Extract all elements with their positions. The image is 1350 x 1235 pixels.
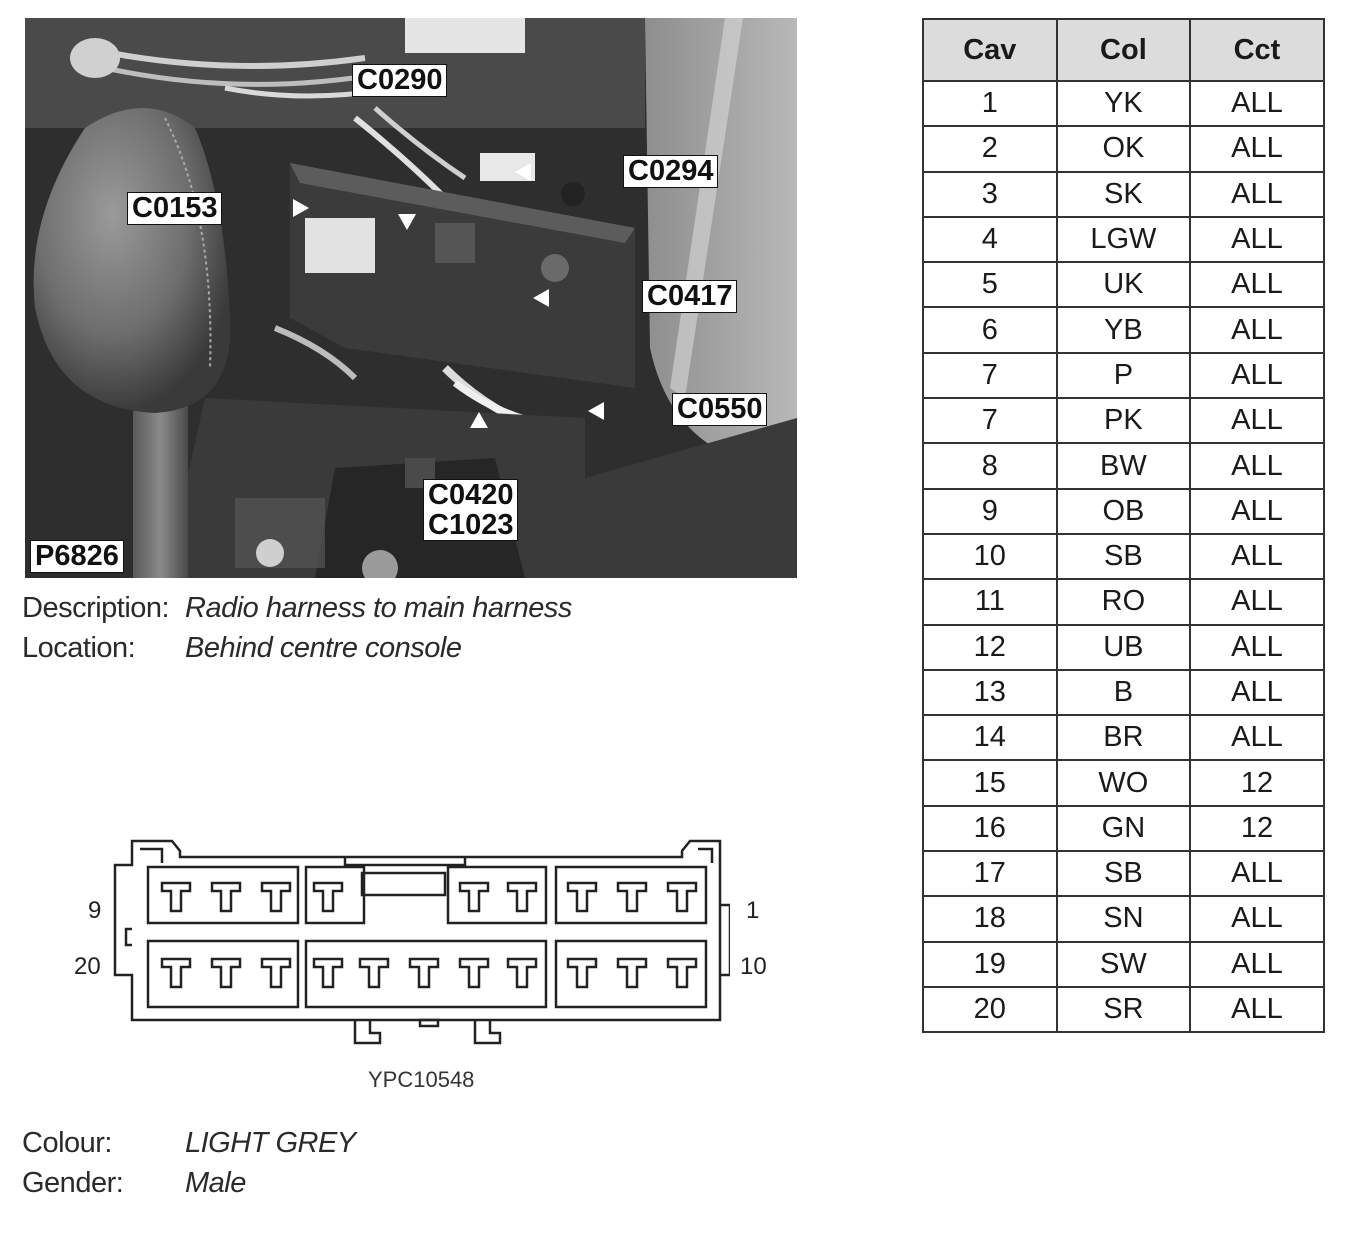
cavity-table: [922, 18, 1325, 1033]
label-c0290: C0290: [352, 64, 447, 97]
cell-col: RO: [1057, 579, 1191, 624]
pin-cavity: [618, 883, 646, 911]
cell-cav: 6: [923, 307, 1057, 352]
cell-cct: ALL: [1190, 896, 1324, 941]
pin-cavity: [508, 959, 536, 987]
gender-value: Male: [185, 1167, 246, 1199]
cell-cav: 14: [923, 715, 1057, 760]
cell-cct: ALL: [1190, 534, 1324, 579]
cell-col: WO: [1057, 760, 1191, 805]
pin-cavity: [360, 959, 388, 987]
cell-cav: 20: [923, 987, 1057, 1032]
cell-cav: 16: [923, 806, 1057, 851]
cell-cct: ALL: [1190, 987, 1324, 1032]
table-row: [923, 398, 1324, 443]
cell-col: UK: [1057, 262, 1191, 307]
pin-cavity: [212, 883, 240, 911]
cell-cav: 7: [923, 398, 1057, 443]
cell-col: BR: [1057, 715, 1191, 760]
table-row: [923, 987, 1324, 1032]
cell-col: YK: [1057, 81, 1191, 126]
arrow-c0420: [470, 412, 488, 428]
table-row: [923, 942, 1324, 987]
table-row: [923, 262, 1324, 307]
cell-cct: 12: [1190, 760, 1324, 805]
pin-label-9: 9: [88, 897, 102, 924]
connector-location-photo: [25, 18, 797, 578]
table-row: [923, 81, 1324, 126]
cell-col: SB: [1057, 534, 1191, 579]
arrow-c0294: [515, 163, 531, 181]
cell-cct: ALL: [1190, 217, 1324, 262]
pin-cavity: [262, 883, 290, 911]
cell-cav: 3: [923, 172, 1057, 217]
gender-label: Gender:: [22, 1167, 124, 1199]
label-p6826: P6826: [30, 540, 124, 573]
cell-cav: 1: [923, 81, 1057, 126]
colour-row: [22, 1127, 356, 1160]
cell-col: SR: [1057, 987, 1191, 1032]
pin-cavity: [262, 959, 290, 987]
header-cct: Cct: [1190, 19, 1324, 81]
pin-cavity: [508, 883, 536, 911]
cell-cct: ALL: [1190, 353, 1324, 398]
label-c0417: C0417: [642, 280, 737, 313]
location-row: [22, 632, 462, 665]
cell-cav: 5: [923, 262, 1057, 307]
pin-cavity: [460, 883, 488, 911]
cell-cav: 12: [923, 625, 1057, 670]
cell-col: UB: [1057, 625, 1191, 670]
table-row: [923, 851, 1324, 896]
label-c1023: C1023: [428, 509, 514, 541]
table-row: [923, 353, 1324, 398]
table-row: [923, 579, 1324, 624]
location-label: Location:: [22, 632, 136, 664]
pin-cavity: [314, 883, 342, 911]
table-header-row: [923, 19, 1324, 81]
table-row: [923, 806, 1324, 851]
arrow-c0290: [398, 214, 416, 230]
table-row: [923, 172, 1324, 217]
cell-cct: ALL: [1190, 489, 1324, 534]
cell-cct: ALL: [1190, 262, 1324, 307]
label-c0153: C0153: [127, 192, 222, 225]
cell-cct: ALL: [1190, 81, 1324, 126]
pin-cavity: [568, 883, 596, 911]
cell-cct: ALL: [1190, 625, 1324, 670]
cell-cav: 13: [923, 670, 1057, 715]
cell-cav: 7: [923, 353, 1057, 398]
cell-cct: ALL: [1190, 579, 1324, 624]
cell-col: GN: [1057, 806, 1191, 851]
label-c0420-c1023: [423, 479, 518, 541]
pin-cavity: [568, 959, 596, 987]
cell-cct: ALL: [1190, 172, 1324, 217]
table-body: [923, 81, 1324, 1032]
cell-col: OB: [1057, 489, 1191, 534]
cell-cav: 19: [923, 942, 1057, 987]
arrow-c0550: [588, 402, 604, 420]
cell-cav: 11: [923, 579, 1057, 624]
colour-label: Colour:: [22, 1127, 112, 1159]
arrow-c0417: [533, 289, 549, 307]
table-row: [923, 760, 1324, 805]
table-row: [923, 670, 1324, 715]
table-row: [923, 443, 1324, 488]
table-row: [923, 625, 1324, 670]
arrow-c0153: [293, 199, 309, 217]
gender-row: [22, 1167, 246, 1200]
pin-cavity: [212, 959, 240, 987]
description-value: Radio harness to main harness: [185, 592, 572, 624]
header-cav: Cav: [923, 19, 1057, 81]
pin-cavity: [668, 959, 696, 987]
cell-cct: ALL: [1190, 398, 1324, 443]
cell-col: SW: [1057, 942, 1191, 987]
cell-col: SK: [1057, 172, 1191, 217]
cell-cct: ALL: [1190, 942, 1324, 987]
cell-cct: ALL: [1190, 851, 1324, 896]
cell-cct: ALL: [1190, 126, 1324, 171]
cell-cav: 2: [923, 126, 1057, 171]
cell-col: B: [1057, 670, 1191, 715]
cell-col: YB: [1057, 307, 1191, 352]
pin-cavity: [410, 959, 438, 987]
pin-label-20: 20: [74, 953, 101, 980]
pin-cavity: [618, 959, 646, 987]
table-row: [923, 715, 1324, 760]
description-row: [22, 592, 572, 625]
cell-cct: ALL: [1190, 715, 1324, 760]
cell-cct: ALL: [1190, 670, 1324, 715]
label-c0294: C0294: [623, 155, 718, 188]
table-row: [923, 217, 1324, 262]
cell-col: BW: [1057, 443, 1191, 488]
cell-col: SN: [1057, 896, 1191, 941]
connector-face-diagram: [70, 835, 730, 1060]
label-c0550: C0550: [672, 393, 767, 426]
table-row: [923, 126, 1324, 171]
location-value: Behind centre console: [185, 632, 462, 664]
pin-cavity: [162, 959, 190, 987]
pin-cavity: [162, 883, 190, 911]
cell-col: OK: [1057, 126, 1191, 171]
cell-col: LGW: [1057, 217, 1191, 262]
cell-col: SB: [1057, 851, 1191, 896]
table-row: [923, 489, 1324, 534]
cell-cav: 15: [923, 760, 1057, 805]
cell-cav: 4: [923, 217, 1057, 262]
table-row: [923, 896, 1324, 941]
pin-cavity: [314, 959, 342, 987]
pin-cavity: [460, 959, 488, 987]
cell-cav: 9: [923, 489, 1057, 534]
cell-cav: 10: [923, 534, 1057, 579]
table-row: [923, 534, 1324, 579]
cell-cav: 17: [923, 851, 1057, 896]
cell-col: PK: [1057, 398, 1191, 443]
label-c0420: C0420: [428, 479, 514, 511]
cell-cav: 18: [923, 896, 1057, 941]
cell-col: P: [1057, 353, 1191, 398]
pin-label-1: 1: [746, 897, 760, 924]
cell-cct: ALL: [1190, 443, 1324, 488]
cell-cct: ALL: [1190, 307, 1324, 352]
cell-cav: 8: [923, 443, 1057, 488]
pin-cavity: [668, 883, 696, 911]
table-row: [923, 307, 1324, 352]
header-col: Col: [1057, 19, 1191, 81]
cell-cct: 12: [1190, 806, 1324, 851]
pin-label-10: 10: [740, 953, 767, 980]
description-label: Description:: [22, 592, 170, 624]
part-code: YPC10548: [368, 1067, 475, 1092]
colour-value: LIGHT GREY: [185, 1127, 356, 1159]
